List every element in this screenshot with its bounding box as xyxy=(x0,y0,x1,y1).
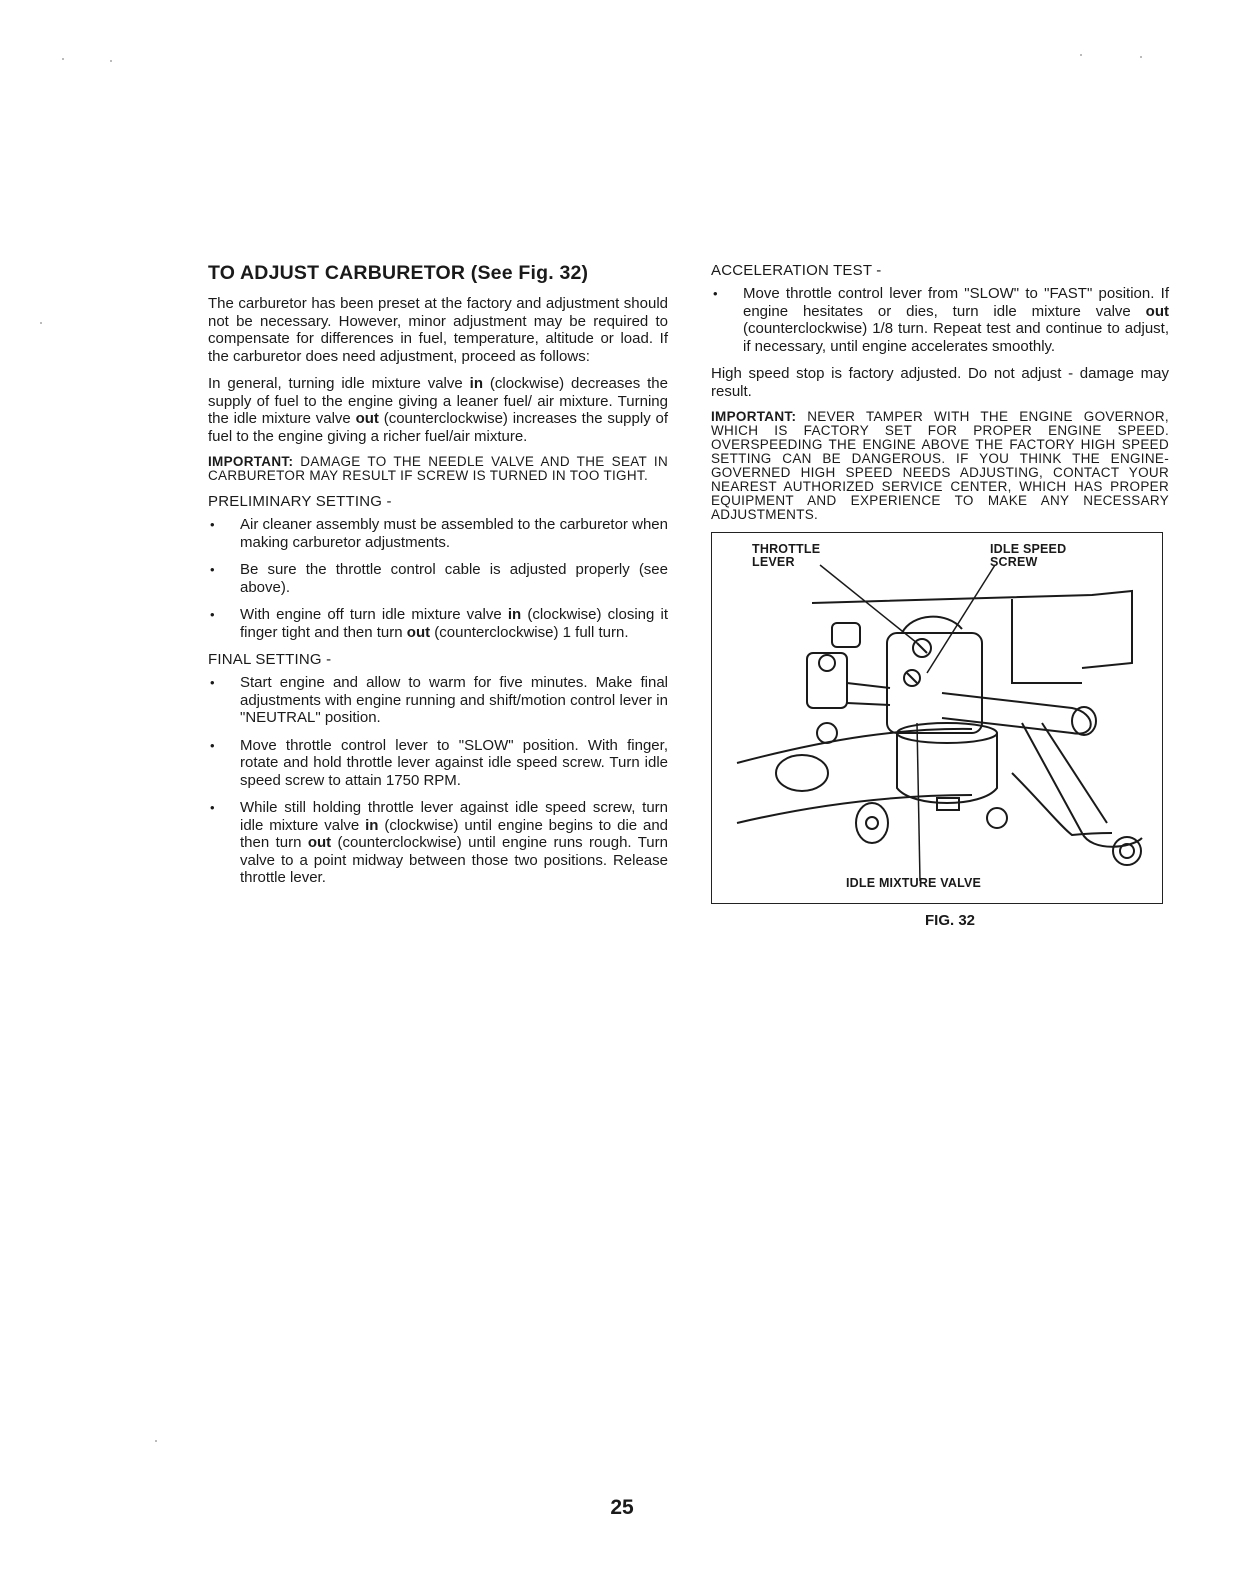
acceleration-test-list xyxy=(711,285,1169,355)
list-item-text: Air cleaner assembly must be assembled to the carburetor when making carburetor adjustments. xyxy=(240,516,668,551)
scan-speck xyxy=(1140,56,1142,58)
scan-speck xyxy=(40,322,42,324)
list-item-text: Move throttle control lever to "SLOW" position. With finger, rotate and hold throttle lever against idle speed screw. Turn idle speed screw to attain 1750 RPM. xyxy=(240,736,668,789)
list-item-text: Be sure the throttle control cable is adjusted properly (see above). xyxy=(240,561,668,596)
carburetor-illustration xyxy=(712,533,1162,903)
bullet-icon: • xyxy=(210,562,215,577)
acceleration-test-heading: ACCELERATION TEST - xyxy=(711,262,882,279)
list-item xyxy=(711,285,1169,355)
final-setting-heading: FINAL SETTING - xyxy=(208,651,332,668)
text-run: (counterclockwise) until engine runs rough. Turn valve to a point midway between those two positions. Release throttle lever. xyxy=(240,834,668,886)
bullet-icon: • xyxy=(210,675,215,690)
preliminary-setting-heading: PRELIMINARY SETTING - xyxy=(208,493,392,510)
throttle-lever-label xyxy=(752,543,820,569)
section-title: TO ADJUST CARBURETOR (See Fig. 32) xyxy=(208,262,589,284)
label-line: SCREW xyxy=(990,555,1038,569)
scan-speck xyxy=(1080,54,1082,56)
figure-32-frame xyxy=(711,532,1163,904)
bold-term: out xyxy=(307,834,332,851)
bullet-icon: • xyxy=(210,517,215,532)
figure-caption: FIG. 32 xyxy=(924,912,976,929)
idle-mixture-valve-label: IDLE MIXTURE VALVE xyxy=(846,876,982,890)
idle-speed-screw-label xyxy=(990,543,1066,569)
bold-term: out xyxy=(1145,302,1169,320)
bullet-icon: • xyxy=(713,286,718,301)
important-note-needle-valve xyxy=(208,455,668,483)
list-item xyxy=(208,674,668,727)
important-label: IMPORTANT: xyxy=(208,454,294,469)
label-line: THROTTLE xyxy=(752,542,821,556)
list-item xyxy=(208,799,668,887)
text-run: (counterclockwise) increases the supply of fuel to the engine giving a richer fuel/air mixture. xyxy=(208,410,668,445)
bold-term: in xyxy=(365,816,379,834)
intro-paragraph: The carburetor has been preset at the factory and adjustment should not be necessary. However, minor adjustment may be required to compensate for differences in fuel, temperature, altitude or load. If the carburetor does need adjustment, proceed as follows: xyxy=(208,295,668,365)
text-run: (clockwise) decreases the supply of fuel to the engine giving a leaner fuel/ air mixture. Turning the idle mixture valve xyxy=(208,375,668,427)
bold-term: in xyxy=(507,606,522,623)
scan-speck xyxy=(62,58,64,60)
text-run: Move throttle control lever from "SLOW" to "FAST" position. If engine hesitates or dies, turn idle mixture valve xyxy=(743,285,1169,320)
list-item xyxy=(208,516,668,551)
text-run: While still holding throttle lever against idle speed screw, turn idle mixture valve xyxy=(240,799,668,834)
bold-term: in xyxy=(469,375,483,392)
important-text: NEVER TAMPER WITH THE ENGINE GOVERNOR, WHICH IS FACTORY SET FOR PROPER ENGINE SPEED. OVERSPEEDING THE ENGINE ABOVE THE FACTORY HIGH SPEED SETTING CAN BE DANGEROUS. IF YOU THINK THE ENGINE-GOVERNED HIGH SPEED NEEDS ADJUSTING, CONTACT YOUR NEAREST AUTHORIZED SERVICE CENTER, WHICH HAS PROPER EQUIPMENT AND EXPERIENCE TO MAKE ANY NECESSARY ADJUSTMENTS. xyxy=(711,409,1169,522)
text-run: (clockwise) until engine begins to die and then turn xyxy=(240,816,669,851)
right-column xyxy=(711,262,1169,929)
page-number: 25 xyxy=(610,1496,634,1519)
text-run: (clockwise) closing it finger tight and then turn xyxy=(240,606,668,641)
label-line: IDLE SPEED xyxy=(990,542,1067,556)
important-note-governor xyxy=(711,410,1169,522)
important-label: IMPORTANT: xyxy=(711,409,797,424)
text-run: (counterclockwise) 1 full turn. xyxy=(430,623,629,641)
final-setting-list xyxy=(208,674,668,887)
bold-term: out xyxy=(355,410,379,427)
list-item xyxy=(208,561,668,596)
bullet-icon: • xyxy=(210,607,215,622)
list-item-text: Start engine and allow to warm for five minutes. Make final adjustments with engine running and shift/motion control lever in "NEUTRAL" position. xyxy=(240,674,668,726)
important-text: DAMAGE TO THE NEEDLE VALVE AND THE SEAT IN CARBURETOR MAY RESULT IF SCREW IS TURNED IN TOO TIGHT. xyxy=(208,454,668,483)
text-run: (counterclockwise) 1/8 turn. Repeat test and continue to adjust, if necessary, until engine accelerates smoothly. xyxy=(743,320,1169,355)
list-item xyxy=(208,737,668,790)
bold-term: out xyxy=(406,623,431,641)
preliminary-setting-list xyxy=(208,516,668,641)
text-run: With engine off turn idle mixture valve xyxy=(240,606,508,623)
scan-speck xyxy=(155,1440,157,1442)
general-paragraph xyxy=(208,375,668,445)
bullet-icon: • xyxy=(210,737,215,753)
text-run: In general, turning idle mixture valve xyxy=(208,375,470,392)
list-item xyxy=(208,606,668,641)
bullet-icon: • xyxy=(210,800,215,815)
high-speed-paragraph: High speed stop is factory adjusted. Do not adjust - damage may result. xyxy=(711,365,1169,400)
left-column xyxy=(208,262,668,897)
label-line: LEVER xyxy=(752,555,795,569)
scan-speck xyxy=(110,60,112,62)
